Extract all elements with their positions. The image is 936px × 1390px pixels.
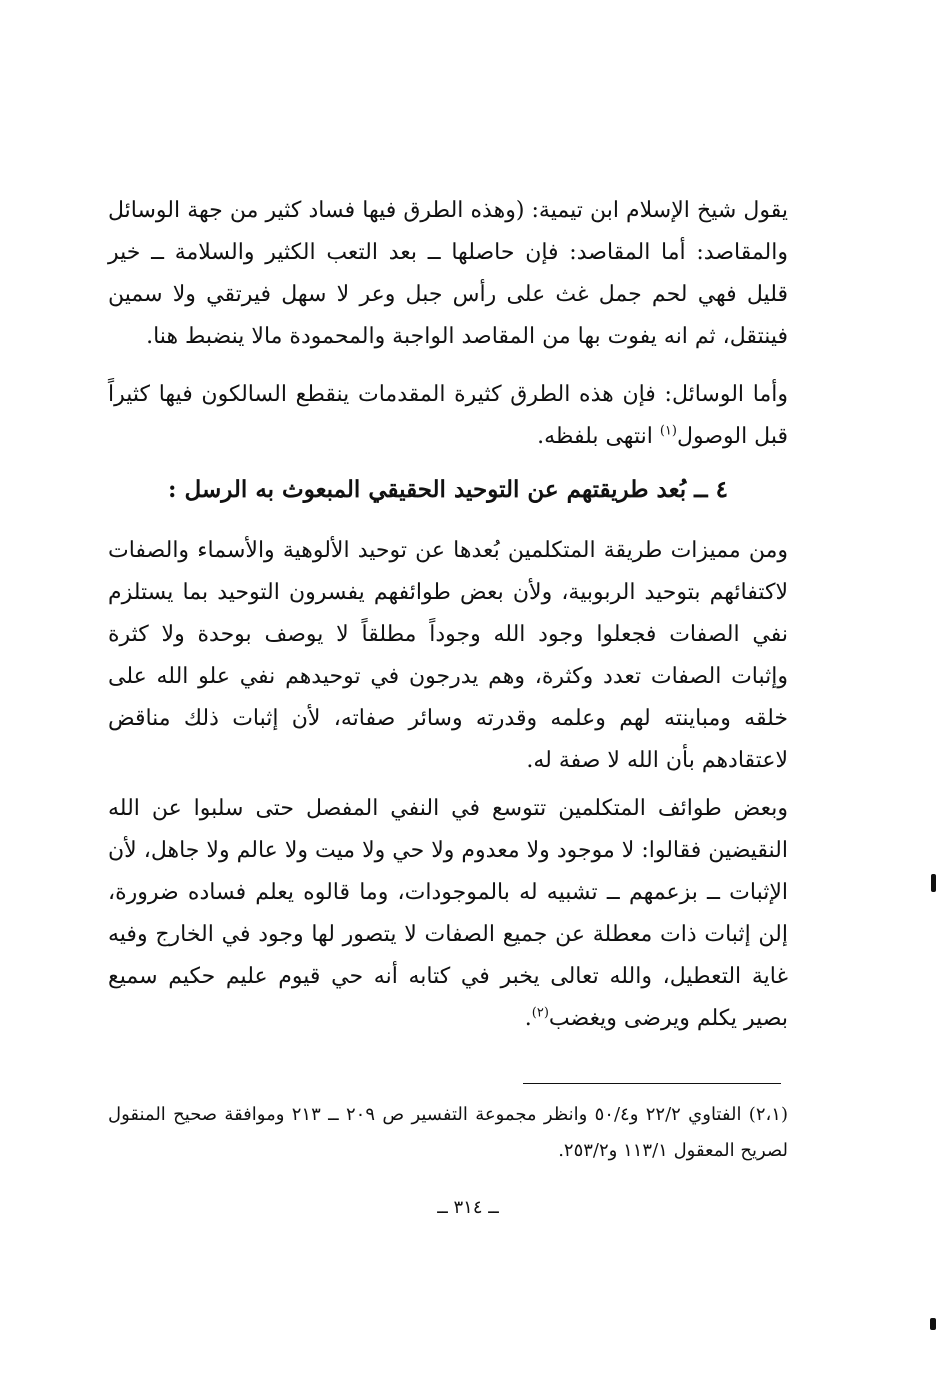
paragraph-means-ending: انتهى بلفظه. bbox=[537, 424, 660, 449]
footnote-reference-1[interactable]: (١) bbox=[659, 423, 677, 439]
paragraph-negation bbox=[108, 788, 788, 1040]
paragraph-ibn-taymiyyah-quote: يقول شيخ الإسلام ابن تيمية: (وهذه الطرق فيها فساد كثير من جهة الوسائل والمقاصد: أما المقاصد: فإن حاصلها ــ بعد التعب الكثير والسلامة ــ خير قليل فهي لحم جمل غث على رأس جبل وعر لا سهل فيرتقي ولا سمين فينتقل، ثم انه يفوت بها من المقاصد الواجبة والمحمودة مالا ينضبط هنا. bbox=[108, 198, 788, 349]
footnote-divider bbox=[523, 1083, 781, 1084]
footnote-reference-2[interactable]: (٢) bbox=[531, 1005, 549, 1021]
scan-artifact-mark bbox=[930, 1318, 936, 1330]
paragraph-means-text: وأما الوسائل: فإن هذه الطرق كثيرة المقدمات ينقطع السالكون فيها كثيراً قبل الوصول bbox=[108, 382, 788, 449]
paragraph-negation-text: وبعض طوائف المتكلمين تتوسع في النفي المفصل حتى سلبوا عن الله النقيضين فقالوا: لا موجود ولا معدوم ولا حي ولا ميت ولا عالم ولا جاهل، لأن الإثبات ــ بزعمهم ــ تشبيه له بالموجودات، وما قالوه يعلم فساده ضرورة، إلن إثبات ذات معطلة عن جميع الصفات لا يتصور لها وجود في الخارج وفيه غاية التعطيل، والله تعالى يخبر في كتابه أنه حي قيوم عليم حكيم سميع بصير يكلم ويرضى ويغضب bbox=[108, 796, 788, 1031]
scan-artifact-mark bbox=[931, 874, 936, 892]
page-number: ــ ٣١٤ ــ bbox=[437, 1197, 499, 1218]
footnote-text: (٢،١) الفتاوي ٢٢/٢ و٥٠/٤ وانظر مجموعة التفسير ص ٢٠٩ ــ ٢١٣ وموافقة صحيح المنقول لصريح المعقول ١١٣/١ و٢٥٣/٢. bbox=[108, 1104, 788, 1161]
paragraph-theologians-method: ومن مميزات طريقة المتكلمين بُعدها عن توحيد الألوهية والأسماء والصفات لاكتفائهم بتوحيد الربوبية، ولأن بعض طوائفهم يفسرون التوحيد بما يستلزم نفي الصفات فجعلوا وجود الله وجوداً مطلقاً لا يوصف بوحدة ولا كثرة وإثبات الصفات تعدد وكثرة، وهم يدرجون في توحيدهم نفي علو الله على خلقه ومباينته لهم وعلمه وقدرته وسائر صفاته، لأن إثبات ذلك مناقض لاعتقادهم بأن الله لا صفة له. bbox=[108, 538, 788, 773]
section-heading: ٤ ــ بُعد طريقتهم عن التوحيد الحقيقي المبعوث به الرسل : bbox=[168, 476, 728, 503]
paragraph-negation-ending: . bbox=[524, 1006, 532, 1031]
paragraph-means bbox=[108, 374, 788, 458]
